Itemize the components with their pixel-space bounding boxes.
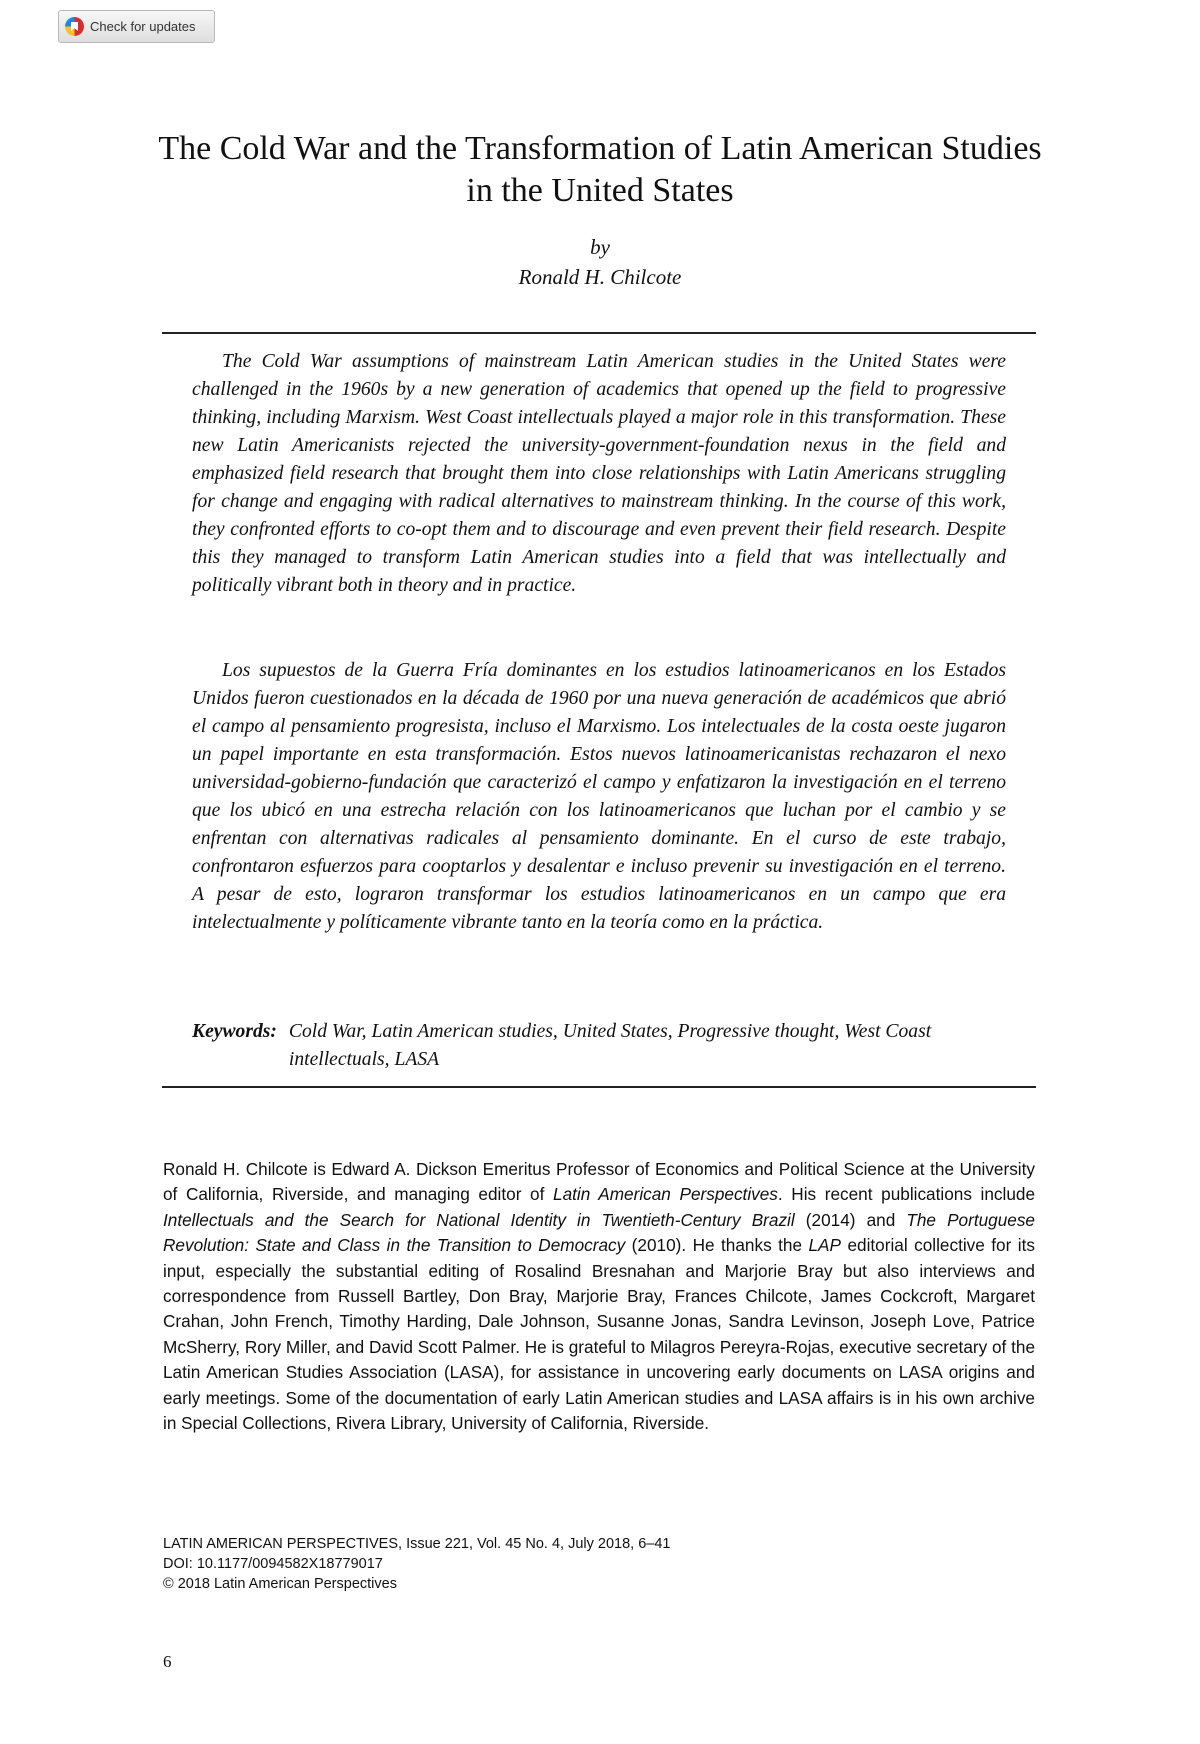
keywords-label: Keywords:: [192, 1021, 277, 1042]
check-for-updates-label: Check for updates: [90, 19, 196, 34]
citation-doi: DOI: 10.1177/0094582X18779017: [163, 1556, 383, 1572]
crossmark-icon: [65, 17, 84, 36]
citation-copyright: © 2018 Latin American Perspectives: [163, 1576, 397, 1592]
check-for-updates-button[interactable]: [58, 10, 215, 43]
citation-block: [163, 1534, 1035, 1594]
bio-lap-abbrev: LAP: [808, 1235, 841, 1256]
bio-text-5: editorial collective for its input, especially the substantial editing of Rosalind Bresnahan and Marjorie Bray but also interviews and correspondence from Russell Bartley, Don Bray, Marjorie Bray, Frances Chilcote, James Cockcroft, Margaret Crahan, John French, Timothy Harding, Dale Johnson, Susanne Jonas, Sandra Levinson, Joseph Love, Patrice McSherry, Rory Miller, and David Scott Palmer. He is grateful to Milagros Pereyra-Rojas, executive secretary of the Latin American Studies Association (LASA), for assistance in uncovering early documents on LASA origins and early meetings. Some of the documentation of early Latin American studies and LASA affairs is in his own archive in Special Collections, Rivera Library, University of California, Riverside.: [163, 1235, 1035, 1434]
abstract-english: The Cold War assumptions of mainstream Latin American studies in the United States were challenged in the 1960s by a new generation of academics that opened up the field to progressive thinking, including Marxism. West Coast intellectuals played a major role in this transformation. These new Latin Americanists rejected the university-government-foundation nexus in the field and emphasized field research that brought them into close relationships with Latin Americans struggling for change and engaging with radical alternatives to mainstream thinking. In the course of this work, they confronted efforts to co-opt them and to discourage and even prevent their field research. Despite this they managed to transform Latin American studies into a field that was intellectually and politically vibrant both in theory and in practice.: [192, 351, 1006, 596]
citation-journal-line: LATIN AMERICAN PERSPECTIVES, Issue 221, Vol. 45 No. 4, July 2018, 6–41: [163, 1536, 671, 1552]
bio-text-4: (2010). He thanks the: [625, 1235, 809, 1256]
author-bio: [163, 1157, 1035, 1436]
page-number: 6: [163, 1652, 172, 1671]
bio-text-3: (2014) and: [794, 1209, 907, 1230]
byline-by: by: [590, 235, 610, 259]
bio-text-2: . His recent publications include: [777, 1184, 1036, 1205]
keywords: [192, 1018, 1006, 1074]
abstract-bottom-rule: [162, 1086, 1036, 1088]
bio-book-title-2: The Portuguese Revolution: State and Class in the Transition to Democracy: [163, 1209, 1035, 1256]
abstract-top-rule: [162, 332, 1036, 334]
byline: [150, 232, 1050, 292]
article-title: The Cold War and the Transformation of Latin American Studies in the United States: [158, 130, 1042, 209]
author-name: Ronald H. Chilcote: [518, 265, 682, 289]
bio-book-title-1: Intellectuals and the Search for National Identity in Twentieth-Century Brazil: [163, 1209, 795, 1230]
keywords-text: Cold War, Latin American studies, United States, Progressive thought, West Coast intellectuals, LASA: [288, 1021, 932, 1070]
abstract-spanish: Los supuestos de la Guerra Fría dominantes en los estudios latinoamericanos en los Estados Unidos fueron cuestionados en la década de 1960 por una nueva generación de académicos que abrió el campo al pensamiento progresista, incluso el Marxismo. Los intelectuales de la costa oeste jugaron un papel importante en esta transformación. Estos nuevos latinoamericanistas rechazaron el nexo universidad-gobierno-fundación que caracterizó el campo y enfatizaron la investigación en el terreno que los ubicó en una estrecha relación con los latinoamericanos que luchan por el cambio y se enfrentan con alternativas radicales al pensamiento dominante. En el curso de este trabajo, confrontaron esfuerzos para cooptarlos y desalentar e incluso prevenir su investigación en el terreno. A pesar de esto, lograron transformar los estudios latinoamericanos en un campo que era intelectualmente y políticamente vibrante tanto en la teoría como en la práctica.: [192, 660, 1006, 933]
bio-text-1: Ronald H. Chilcote is Edward A. Dickson Emeritus Professor of Economics and Political Science at the University of California, Riverside, and managing editor of: [163, 1159, 1035, 1205]
bio-journal-title: Latin American Perspectives: [553, 1184, 778, 1205]
